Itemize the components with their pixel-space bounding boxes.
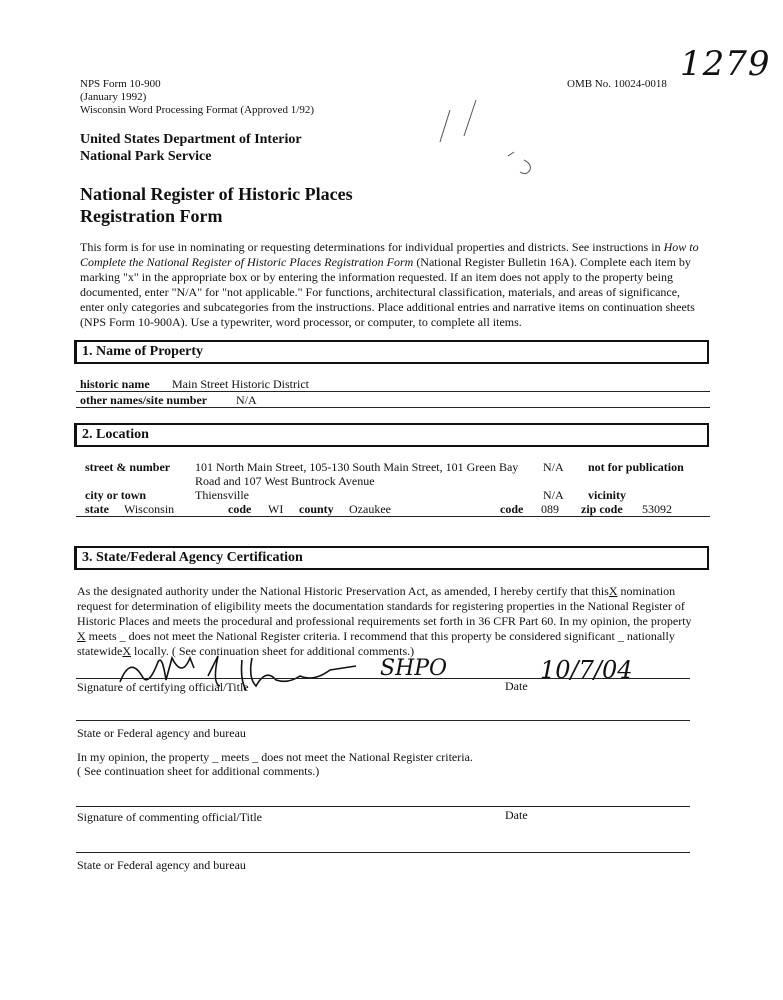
commenting-date-label: Date [505,808,528,822]
historic-name-label: historic name [80,377,150,391]
handwritten-page-number: 1279 [680,44,771,84]
stray-pen-marks [420,60,560,190]
city-na: N/A [543,488,564,502]
city-value: Thiensville [195,488,249,502]
form-number: NPS Form 10-900 [80,78,161,90]
county-code-value: 089 [541,502,559,516]
city-label: city or town [85,488,147,502]
section2-header: 2. Location [74,423,709,447]
historic-name-value: Main Street Historic District [172,377,309,391]
date-handwriting: 10/7/04 [540,656,633,684]
form-title-line2: Registration Form [80,206,223,226]
certification-paragraph: As the designated authority under the National Historic Preservation Act, as amended, I hereby certify that thisX nomination request for determination of eligibility meets the documentation standards for registering properties in the National Register of Historic Places and meets the procedural and professional requirements set forth in 36 CFR Part 60. In my opinion, the property X meets _ does not meet the National Register criteria. I recommend that this property be considered significant _ nationally statewideX locally. ( See continuation sheet for additional comments.) [77,584,692,658]
state-code-label: code [228,502,252,516]
date-label: Date [505,679,528,693]
county-code-label: code [500,502,524,516]
not-for-publication-label: not for publication [588,460,684,474]
line-historic-name [76,391,710,392]
shpo-handwriting: SHPO [380,656,448,681]
county-value: Ozaukee [349,502,391,516]
state-label: state [85,502,109,516]
vicinity-label: vicinity [588,488,626,502]
line-signature [76,678,690,679]
street-na: N/A [543,460,564,474]
department: United States Department of Interior [80,132,302,147]
agency-label2: State or Federal agency and bureau [77,858,246,872]
county-label: county [299,502,334,516]
zip-label: zip code [581,502,623,516]
zip-value: 53092 [642,502,672,516]
street-line2: Road and 107 West Buntrock Avenue [195,474,375,488]
signature-label: Signature of certifying official/Title [77,680,249,694]
opinion-line2: ( See continuation sheet for additional comments.) [77,764,320,778]
form-date: (January 1992) [80,91,147,103]
street-line1: 101 North Main Street, 105-130 South Main Street, 101 Green Bay [195,460,519,474]
omb-number: OMB No. 10024-0018 [567,78,667,90]
line-agency2 [76,852,690,853]
agency-label: State or Federal agency and bureau [77,726,246,740]
state-value: Wisconsin [124,502,175,516]
intro-paragraph: This form is for use in nominating or requesting determinations for individual properties and districts. See instructions in How to Complete the National Register of Historic Places Registration Form (National Register Bulletin 16A). Complete each item by marking "x" in the appropriate box or by entering the information requested. If an item does not apply to the property being documented, enter "N/A" for "not applicable." For functions, architectural classification, materials, and areas of significance, enter only categories and subcategories from the instructions. Place additional entries and narrative items on continuation sheets (NPS Form 10-900A). Use a typewriter, word processor, or computer, to complete all items. [80,240,699,329]
form-format: Wisconsin Word Processing Format (Approved 1/92) [80,104,315,116]
line-commenting-signature [76,806,690,807]
opinion-line1: In my opinion, the property _ meets _ does not meet the National Register criteria. [77,750,473,764]
other-names-label: other names/site number [80,393,208,407]
state-code-value: WI [268,502,284,516]
street-label: street & number [85,460,171,474]
line-agency [76,720,690,721]
section3-header: 3. State/Federal Agency Certification [74,546,709,570]
line-other-names [76,407,710,408]
form-title-line1: National Register of Historic Places [80,184,353,204]
section1-header: 1. Name of Property [74,340,709,364]
service: National Park Service [80,149,212,164]
commenting-signature-label: Signature of commenting official/Title [77,810,262,824]
line-location [76,516,710,517]
other-names-value: N/A [236,393,257,407]
